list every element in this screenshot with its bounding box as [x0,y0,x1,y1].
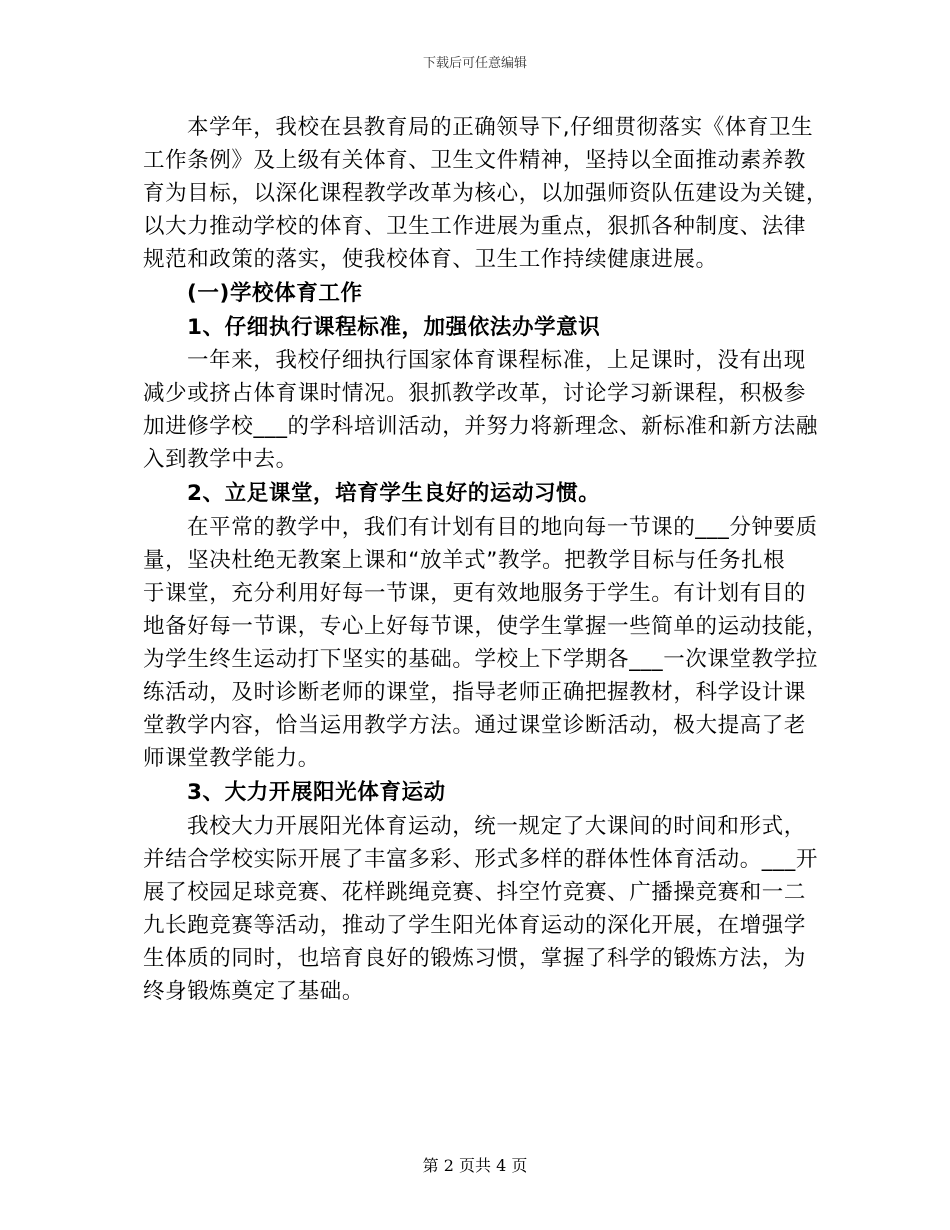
page-header: 下载后可任意编辑 [422,56,527,71]
paragraph-line: 为学生终生运动打下坚实的基础。学校上下学期各___一次课堂教学拉 [143,647,818,672]
paragraph-line: 练活动，及时诊断老师的课堂，指导老师正确把握教材，科学设计课 [143,680,807,705]
section-heading: 1、仔细执行课程标准，加强依法办学意识 [187,315,601,340]
section-heading: 2、立足课堂，培育学生良好的运动习惯。 [187,481,601,506]
paragraph-line: 育为目标，以深化课程教学改革为核心，以加强师资队伍建设为关键， [143,181,829,206]
paragraph-line: 堂教学内容，恰当运用教学方法。通过课堂诊断活动，极大提高了老 [143,713,807,738]
paragraph-line: 减少或挤占体育课时情况。狠抓教学改革，讨论学习新课程，积极参 [143,381,807,406]
paragraph-line: 地备好每一节课，专心上好每节课，使学生掌握一些简单的运动技能， [143,614,829,639]
paragraph-line: 师课堂教学能力。 [143,746,320,771]
paragraph-line: 一年来，我校仔细执行国家体育课程标准，上足课时，没有出现 [187,348,806,373]
paragraph-line: 我校大力开展阳光体育运动，统一规定了大课间的时间和形式， [187,814,806,839]
paragraph-line: 量，坚决杜绝无教案上课和“放羊式”教学。把教学目标与任务扎根 [143,548,786,573]
paragraph-line: 以大力推动学校的体育、卫生工作进展为重点，狠抓各种制度、法律 [143,214,807,239]
paragraph-line: 加进修学校___的学科培训活动，并努力将新理念、新标准和新方法融 [143,414,818,439]
paragraph-line: 规范和政策的落实，使我校体育、卫生工作持续健康进展。 [143,247,718,272]
paragraph-line: 入到教学中去。 [143,447,298,472]
page-footer: 第 2 页共 4 页 [422,1156,528,1175]
paragraph-line: 终身锻炼奠定了基础。 [143,979,365,1004]
section-heading: (一)学校体育工作 [187,281,363,306]
paragraph-line: 生体质的同时，也培育良好的锻炼习惯，掌握了科学的锻炼方法，为 [143,946,807,971]
paragraph-line: 本学年，我校在县教育局的正确领导下,仔细贯彻落实《体育卫生 [187,115,814,140]
section-heading: 3、大力开展阳光体育运动 [187,780,446,805]
paragraph-line: 于课堂，充分利用好每一节课，更有效地服务于学生。有计划有目的 [143,581,807,606]
paragraph-line: 九长跑竞赛等活动，推动了学生阳光体育运动的深化开展，在增强学 [143,913,807,938]
paragraph-line: 展了校园足球竞赛、花样跳绳竞赛、抖空竹竞赛、广播操竞赛和一二 [143,880,807,905]
paragraph-line: 在平常的教学中，我们有计划有目的地向每一节课的___分钟要质 [187,515,818,540]
paragraph-line: 并结合学校实际开展了丰富多彩、形式多样的群体性体育活动。___开 [143,847,818,872]
paragraph-line: 工作条例》及上级有关体育、卫生文件精神，坚持以全面推动素养教 [143,148,807,173]
